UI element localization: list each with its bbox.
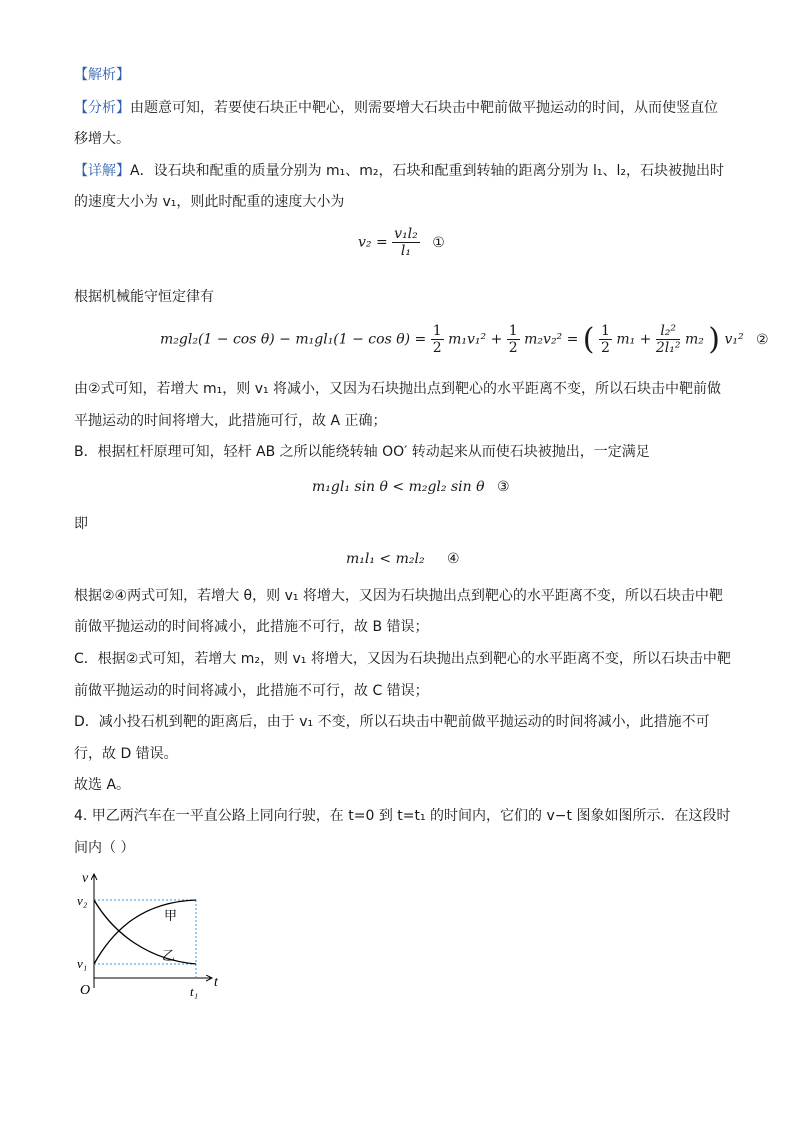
para-d-line2: 行，故 D 错误。 xyxy=(74,746,178,762)
question-4-line1: 4. 甲乙两汽车在一平直公路上同向行驶，在 t=0 到 t=t₁ 的时间内，它们的 v−t 图象如图所示．在这段时 xyxy=(74,808,731,824)
yi-curve xyxy=(94,900,196,964)
equation-3 xyxy=(312,479,510,495)
fenxi-text: 由题意可知，若要使石块正中靶心，则需要增大石块击中靶前做平抛运动的时间，从而使竖直位 xyxy=(130,100,718,116)
eq3-text: m₁gl₁ sin θ < m₂gl₂ sin θ xyxy=(312,479,485,495)
eq4-text: m₁l₁ < m₂l₂ xyxy=(346,551,425,567)
eq2-mark: ② xyxy=(756,331,769,348)
eq1-denominator: l₁ xyxy=(400,243,412,259)
eq2-half-1-num: 1 xyxy=(432,323,442,339)
yi-label: 乙 xyxy=(162,949,176,964)
para-a-line2: 平抛运动的时间将增大，此措施可行，故 A 正确； xyxy=(74,413,387,429)
para-c-line2: 前做平抛运动的时间将减小，此措施不可行，故 C 错误； xyxy=(74,683,429,699)
eq2-tail: v₁² xyxy=(724,331,744,348)
eq1-mark: ① xyxy=(432,234,445,251)
eq2-half-1 xyxy=(431,323,444,356)
eq2-half-2-num: 1 xyxy=(508,323,518,339)
para-d-line1: D．减小投石机到靶的距离后，由于 v₁ 不变，所以石块击中靶前做平抛运动的时间将减小，此措施不可 xyxy=(74,714,710,730)
eq2-inner-half-num: 1 xyxy=(600,323,610,339)
para-b-line1: B．根据杠杆原理可知，轻杆 AB 之所以能绕转轴 OO′ 转动起来从而使石块被抛出，一定满足 xyxy=(74,444,650,460)
eq2-l-fraction xyxy=(656,323,681,356)
eq1-lhs: v₂ = xyxy=(358,234,388,251)
eq2-frac-after: m₂ xyxy=(684,331,704,348)
eq2-half-1-den: 2 xyxy=(432,340,442,356)
eq2-right-paren: ) xyxy=(708,322,720,357)
vt-graph xyxy=(74,868,234,1008)
t1-label: t₁ xyxy=(190,984,199,999)
eq4-mark: ④ xyxy=(447,551,460,567)
answer-line: 故选 A。 xyxy=(74,777,131,793)
v1-label: v₁ xyxy=(77,956,88,971)
xiangjie-tag: 【详解】 xyxy=(74,163,130,179)
eq2-part1: m₂gl₂(1 − cos θ) − m₁gl₁(1 − cos θ) = xyxy=(160,331,427,348)
xiangjie-text: A．设石块和配重的质量分别为 m₁、m₂，石块和配重到转轴的距离分别为 l₁、l₂，石块被抛出时 xyxy=(130,163,724,179)
jia-curve xyxy=(94,900,196,964)
eq2-left-paren: ( xyxy=(582,322,595,357)
eq2-inner-half-den: 2 xyxy=(600,340,610,356)
para-b2-line1: 根据②④两式可知，若增大 θ，则 v₁ 将增大，又因为石块抛出点到靶心的水平距离不变，所以石块击中靶 xyxy=(74,588,723,604)
jia-label: 甲 xyxy=(164,909,178,924)
para-b2-line2: 前做平抛运动的时间将减小，此措施不可行，故 B 错误； xyxy=(74,619,429,635)
eq2-l-den: 2l₁² xyxy=(655,340,681,356)
jiexi-tag: 【解析】 xyxy=(74,67,130,83)
equation-4 xyxy=(346,551,460,567)
eq1-numerator: v₁l₂ xyxy=(394,226,418,242)
eq2-term2: m₂v₂² = xyxy=(524,331,579,348)
equation-1 xyxy=(358,226,445,259)
equation-2 xyxy=(160,322,769,357)
eq2-term1: m₁v₁² + xyxy=(448,331,503,348)
v-axis-label: v xyxy=(82,871,89,886)
origin-label: O xyxy=(80,983,91,998)
fenxi-tag: 【分析】 xyxy=(74,100,130,116)
eq2-half-2 xyxy=(507,323,520,356)
eq2-inner-term: m₁ + xyxy=(616,331,652,348)
v2-label: v₂ xyxy=(77,893,88,908)
xiangjie-line2: 的速度大小为 v₁，则此时配重的速度大小为 xyxy=(74,194,345,210)
question-4-line2: 间内（ ） xyxy=(74,840,135,856)
eq1-fraction xyxy=(392,226,420,259)
eq3-mark: ③ xyxy=(496,479,510,495)
para-a-line1: 由②式可知，若增大 m₁，则 v₁ 将减小，又因为石块抛出点到靶心的水平距离不变，所以石块击中靶前做 xyxy=(74,381,722,397)
law-line: 根据机械能守恒定律有 xyxy=(74,289,214,305)
t-axis-label: t xyxy=(214,975,218,990)
eq2-inner-half xyxy=(599,323,612,356)
eq2-l-num: l₂² xyxy=(656,323,681,340)
fenxi-line2: 移增大。 xyxy=(74,131,130,147)
fenxi-line1 xyxy=(74,93,724,124)
ji-line: 即 xyxy=(74,516,88,532)
eq2-half-2-den: 2 xyxy=(508,340,518,356)
para-c-line1: C．根据②式可知，若增大 m₂，则 v₁ 将增大，又因为石块抛出点到靶心的水平距离不变，所以石块击中靶 xyxy=(74,651,731,667)
xiangjie-line1 xyxy=(74,156,724,187)
